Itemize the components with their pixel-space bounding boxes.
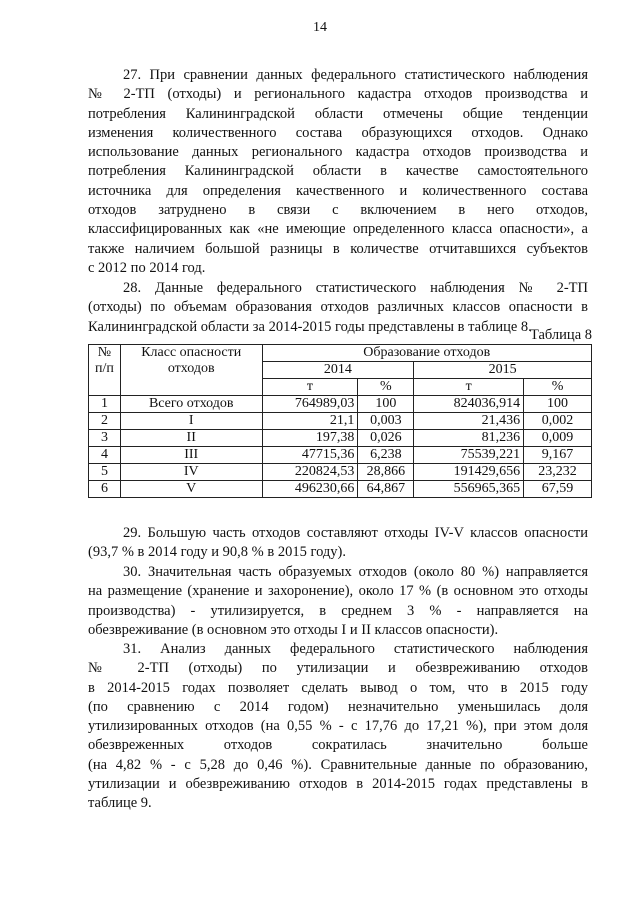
cell-tons-2015: 191429,656 [414,464,524,481]
cell-class: V [120,481,262,498]
cell-class: IV [120,464,262,481]
cell-pct-2014: 28,866 [358,464,414,481]
text-line: потребления Калининградской области отмечены общие тенденции [88,105,588,122]
table-row [89,464,592,481]
cell-pct-2014: 0,026 [358,430,414,447]
cell-pct-2014: 0,003 [358,413,414,430]
cell-tons-2014: 21,1 [262,413,358,430]
paragraph-29 [88,524,588,563]
text-line: Калининградской области за 2014-2015 годы представлены в таблице 8. [88,318,532,335]
cell-class: Всего отходов [120,396,262,413]
text-line: утилизированных отходов (на 0,55 % - с 17,76 до 17,21 %), при этом доля [88,718,588,735]
cell-number: 3 [89,430,121,447]
table-row [89,481,592,498]
page-number: 14 [313,20,327,35]
cell-pct-2015: 0,002 [524,413,592,430]
table-row [89,396,592,413]
header-year-2014: 2014 [262,362,414,379]
cell-tons-2014: 764989,03 [262,396,358,413]
header-year-2015: 2015 [414,362,592,379]
cell-pct-2015: 23,232 [524,464,592,481]
table-caption: Таблица 8 [529,327,592,343]
text-line: обезвреживание (в основном это отходы I и II классов опасности). [88,621,499,638]
header-unit-t: т [414,379,524,396]
text-line: (93,7 % в 2014 году и 90,8 % в 2015 году). [88,544,346,561]
table-row [89,413,592,430]
cell-class: I [120,413,262,430]
cell-tons-2015: 21,436 [414,413,524,430]
text-line: обезвреженных отходов сократилась значительно больше [88,737,588,754]
text-line: (по сравнению с 2014 годом) незначительно уменьшилась доля [88,698,588,715]
text-line: № 2-ТП (отходы) и регионального кадастра отходов производства и [88,86,588,103]
text-line: использование данных регионального кадастра отходов производства и [88,144,588,161]
cell-tons-2015: 75539,221 [414,447,524,464]
cell-number: 5 [89,464,121,481]
text-line: (на 4,82 % - с 5,28 до 0,46 %). Сравнительные данные по образованию, [88,756,588,773]
cell-pct-2015: 9,167 [524,447,592,464]
text-line: также наличием большой разницы в количестве отчитавшихся субъектов [88,240,588,257]
cell-tons-2015: 824036,914 [414,396,524,413]
text-line: таблице 9. [88,795,152,812]
paragraph-31 [88,640,588,814]
text-line: 27. При сравнении данных федерального статистического наблюдения [123,67,588,83]
cell-pct-2015: 100 [524,396,592,413]
cell-class: II [120,430,262,447]
cell-tons-2015: 556965,365 [414,481,524,498]
cell-pct-2015: 0,009 [524,430,592,447]
table-row [89,430,592,447]
paragraph-27 [88,66,588,278]
text-line: 29. Большую часть отходов составляют отходы IV-V классов опасности [123,525,588,541]
waste-table [88,344,592,498]
text-line: (отходы) по объемам образования отходов различных классов опасности в [88,299,588,316]
header-class: Класс опасности отходов [120,345,262,396]
cell-tons-2015: 81,236 [414,430,524,447]
text-line: 31. Анализ данных федерального статистического наблюдения [123,641,588,657]
text-line: с 2012 по 2014 год. [88,259,206,276]
cell-tons-2014: 496230,66 [262,481,358,498]
text-line: производства) - утилизируется, в среднем 3 % - направляется на [88,602,588,619]
text-line: № 2-ТП (отходы) по утилизации и обезвреживанию отходов [88,660,588,677]
text-line: потребления Калининградской области в качестве самостоятельного [88,163,588,180]
cell-number: 6 [89,481,121,498]
text-line: 30. Значительная часть образуемых отходов (около 80 %) направляется [123,564,588,580]
header-unit-pct: % [524,379,592,396]
cell-number: 2 [89,413,121,430]
text-line: на размещение (хранение и захоронение), около 17 % (в основном это отходы [88,583,588,600]
text-line: отходов затруднено в связи с включением в него отходов, [88,202,588,219]
cell-pct-2014: 6,238 [358,447,414,464]
table-row [89,447,592,464]
cell-class: III [120,447,262,464]
paragraph-30 [88,563,588,640]
cell-pct-2014: 100 [358,396,414,413]
cell-tons-2014: 220824,53 [262,464,358,481]
cell-tons-2014: 47715,36 [262,447,358,464]
cell-number: 4 [89,447,121,464]
header-unit-t: т [262,379,358,396]
cell-pct-2014: 64,867 [358,481,414,498]
text-line: классифицированных как «не имеющие определенного класса опасности», а [88,221,588,238]
cell-pct-2015: 67,59 [524,481,592,498]
header-number: № п/п [89,345,121,396]
cell-number: 1 [89,396,121,413]
text-line: изменения количественного состава образующихся отходов. Однако [88,124,588,141]
text-line: утилизации и обезвреживанию отходов в 2014-2015 годах представлены в [88,776,588,793]
header-unit-pct: % [358,379,414,396]
cell-tons-2014: 197,38 [262,430,358,447]
text-line: источника для определения качественного и количественного состава [88,182,588,199]
table-header-row [89,345,592,362]
header-group: Образование отходов [262,345,591,362]
text-line: 28. Данные федерального статистического наблюдения № 2-ТП [123,280,588,296]
text-line: в 2014-2015 годах позволяет сделать вывод о том, что в 2015 году [88,679,588,696]
